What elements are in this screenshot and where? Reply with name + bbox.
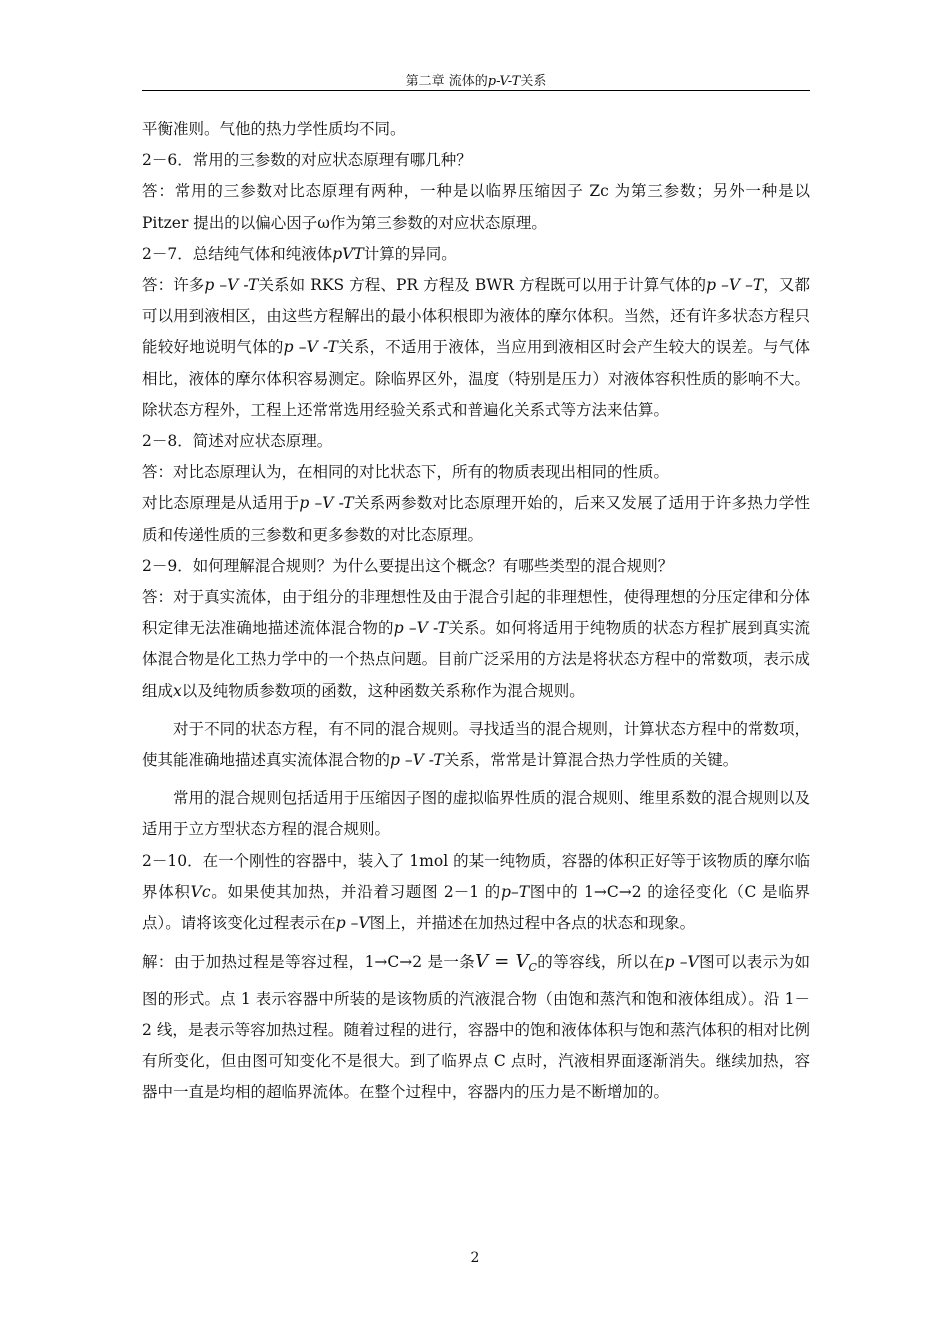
question-2-10 [142, 846, 810, 940]
answer-2-9-para-3: 常用的混合规则包括适用于压缩因子图的虚拟临界性质的混合规则、维里系数的混合规则以及适用于立方型状态方程的混合规则。 [142, 789, 810, 839]
question-2-6: 2－6．常用的三参数的对应状态原理有哪几种？ [142, 151, 472, 170]
math-run: p –V -T [390, 751, 444, 770]
text-run: 以及纯物质参数项的函数，这种函数关系称作为混合规则。 [181, 681, 585, 700]
text-run: 关系，不适用于液体，当应用到液相区时会产生较大的误差。与气体相比，液体的摩尔体积容易测定。除临界区外，温度（特别是压力）对液体容积性质的影响不大。除状态方程外，工程上还常常选用经验关系式和普遍化关系式等方法来估算。 [142, 338, 810, 419]
math-subscript: C [528, 961, 537, 975]
math-run: p –V [664, 953, 699, 972]
math-run: x [173, 681, 182, 700]
math-run: p –V -T [393, 619, 449, 638]
page-header [142, 74, 810, 90]
header-chapter: 第二章 流体的 [405, 74, 488, 89]
math-run: p –V -T [283, 338, 338, 357]
answer-2-8-continued [142, 488, 810, 550]
paragraph: 平衡准则。气他的热力学性质均不同。 [142, 120, 406, 138]
header-suffix: 关系 [520, 74, 547, 89]
answer-2-9 [142, 582, 810, 707]
text-run: 解：由于加热过程是等容过程，1→C→2 是一条 [142, 953, 476, 972]
answer-2-10 [142, 946, 810, 1108]
text-run: 关系如 RKS 方程、PR 方程及 BWR 方程既可以用于计算气体的 [258, 276, 707, 295]
text-run: 对比态原理是从适用于 [142, 494, 300, 513]
question-2-7 [142, 239, 810, 270]
answer-2-8: 答：对比态原理认为，在相同的对比状态下，所有的物质表现出相同的性质。 [142, 463, 670, 482]
header-rule [142, 90, 810, 91]
math-run: p–T [501, 882, 530, 901]
math-run: p –V [335, 914, 370, 933]
math-run: = V [488, 951, 529, 973]
text-run: 图中的 1→C→2 的途径变化（C 是临界点）。请将该变化过程表示在 [142, 882, 810, 933]
text-run: ，又都可以用到液相区，由这些方程解出的最小体积根即为液体的摩尔体积。当然，还有许多状态方程只能较好地说明气体的 [142, 276, 810, 357]
math-run: p –V -T [204, 276, 259, 295]
math-run: Vc [190, 882, 211, 901]
text-run: 计算的异同。 [363, 244, 457, 263]
math-run: pVT [332, 244, 364, 263]
answer-2-7 [142, 270, 810, 426]
question-2-9: 2－9．如何理解混合规则？为什么要提出这个概念？有哪些类型的混合规则？ [142, 556, 674, 575]
page-number: 2 [470, 1250, 480, 1266]
text-run: 图上，并描述在加热过程中各点的状态和现象。 [369, 914, 696, 933]
page-body [142, 114, 810, 1108]
text-run: 答：许多 [142, 276, 205, 295]
math-run: p –V -T [299, 494, 354, 513]
text-run: 关系两参数对比态原理开始的，后来又发展了适用于许多热力学性质和传递性质的三参数和更多参数的对比态原理。 [142, 494, 810, 544]
text-run: 对于不同的状态方程，有不同的混合规则。寻找适当的混合规则，计算状态方程中的常数项，使其能准确地描述真实流体混合物的 [142, 719, 810, 770]
answer-2-9-para-2 [142, 714, 810, 776]
question-2-8: 2－8．简述对应状态原理。 [142, 432, 333, 451]
text-run: 2－10．在一个刚性的容器中，装入了 1mol 的某一纯物质，容器的体积正好等于该物质的摩尔临界体积 [142, 851, 810, 901]
answer-2-6: 答：常用的三参数对比态原理有两种，一种是以临界压缩因子 Zc 为第三参数；另外一种是以 Pitzer 提出的以偏心因子ω作为第三参数的对应状态原理。 [142, 182, 810, 232]
math-run: V [475, 951, 489, 973]
text-run: 。如果使其加热，并沿着习题图 2－1 的 [210, 882, 502, 901]
text-run: 关系，常常是计算混合热力学性质的关键。 [443, 751, 739, 770]
text-run: 的等容线，所以在 [536, 953, 665, 972]
text-run: 答：对于真实流体，由于组分的非理想性及由于混合引起的非理想性，使得理想的分压定律和分体积定律无法准确地描述流体混合物的 [142, 588, 810, 638]
text-run: 2－7．总结纯气体和纯液体 [142, 244, 333, 263]
header-pvt: p-V-T [487, 74, 521, 89]
text-run: 图可以表示为如图的形式。点 1 表示容器中所装的是该物质的汽液混合物（由饱和蒸汽和饱和液体组成）。沿 1－2 线，是表示等容加热过程。随着过程的进行，容器中的饱和液体体积与饱和蒸汽体积的相对比例有所变化，但由图可知变化不是很大。到了临界点 C 点时，汽液相界面逐渐消失。继续加热，容器中一直是均相的超临界流体。在整个过程中，容器内的压力是不断增加的。 [142, 953, 810, 1102]
text-run: 关系。如何将适用于纯物质的状态方程扩展到真实流体混合物是化工热力学中的一个热点问题。目前广泛采用的方法是将状态方程中的常数项，表示成组成 [142, 619, 810, 700]
math-run: p –V –T [706, 276, 764, 295]
